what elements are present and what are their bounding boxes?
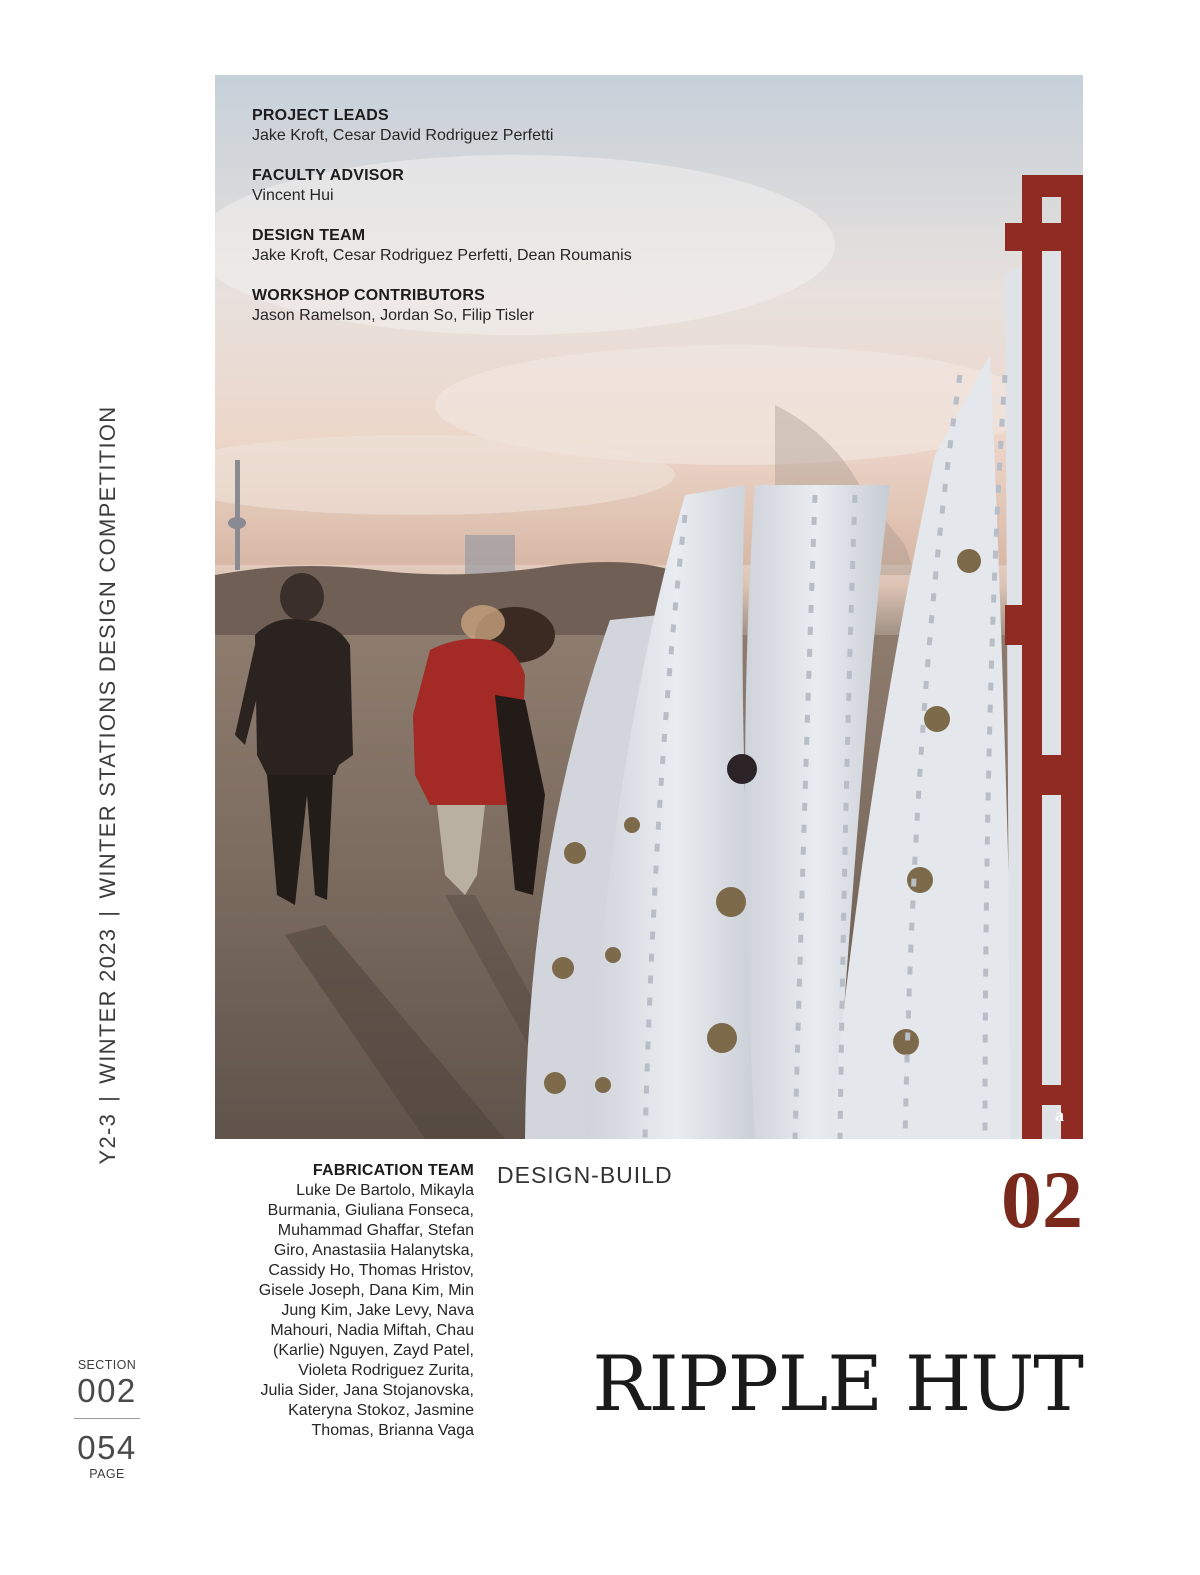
side-running-header <box>95 406 121 1165</box>
photo-label: a <box>1055 1105 1064 1125</box>
page-number: 054 <box>77 1429 137 1466</box>
term: WINTER 2023 <box>95 927 120 1084</box>
separator: | <box>95 1094 120 1102</box>
name-line: Thomas, Brianna Vaga <box>311 1422 474 1439</box>
page-label: PAGE <box>89 1467 125 1481</box>
project-category: DESIGN-BUILD <box>497 1162 673 1188</box>
credit-heading: PROJECT LEADS <box>252 107 389 124</box>
name-line: Kateryna Stokoz, Jasmine <box>288 1402 474 1419</box>
course-code: Y2-3 <box>95 1112 120 1165</box>
competition-name: WINTER STATIONS DESIGN COMPETITION <box>95 405 120 899</box>
section-number: 002 <box>77 1372 137 1409</box>
credit-names: Jake Kroft, Cesar Rodriguez Perfetti, Dean Roumanis <box>252 247 632 264</box>
name-line: Giro, Anastasiia Halanytska, <box>273 1242 474 1259</box>
section-label: SECTION <box>77 1358 137 1372</box>
fabrication-team <box>218 1161 474 1441</box>
project-credits <box>252 106 772 346</box>
name-line: Julia Sider, Jana Stojanovska, <box>260 1382 474 1399</box>
name-line: Violeta Rodriguez Zurita, <box>298 1362 474 1379</box>
name-line: (Karlie) Nguyen, Zayd Patel, <box>273 1342 474 1359</box>
credit-heading: WORKSHOP CONTRIBUTORS <box>252 287 485 304</box>
credit-names: Jason Ramelson, Jordan So, Filip Tisler <box>252 307 534 324</box>
credit-names: Vincent Hui <box>252 187 334 204</box>
name-line: Jung Kim, Jake Levy, Nava <box>281 1302 474 1319</box>
name-line: Mahouri, Nadia Miftah, Chau <box>270 1322 474 1339</box>
credit-heading: FACULTY ADVISOR <box>252 167 405 184</box>
credit-heading: DESIGN TEAM <box>252 227 366 244</box>
section-page-marker <box>62 1358 152 1481</box>
divider <box>74 1418 140 1419</box>
separator: | <box>95 909 120 917</box>
fabrication-names <box>218 1181 474 1441</box>
name-line: Cassidy Ho, Thomas Hristov, <box>268 1262 474 1279</box>
name-line: Burmania, Giuliana Fonseca, <box>267 1202 474 1219</box>
credit-workshop-contributors <box>252 286 772 326</box>
project-title: RIPPLE HUT <box>592 1339 1083 1428</box>
name-line: Luke De Bartolo, Mikayla <box>296 1182 474 1199</box>
credit-faculty-advisor <box>252 166 772 206</box>
name-line: Gisele Joseph, Dana Kim, Min <box>258 1282 474 1299</box>
project-number: 02 <box>1001 1154 1083 1245</box>
name-line: Muhammad Ghaffar, Stefan <box>277 1222 474 1239</box>
credit-project-leads <box>252 106 772 146</box>
credit-design-team <box>252 226 772 266</box>
fabrication-heading: FABRICATION TEAM <box>312 1162 474 1179</box>
credit-names: Jake Kroft, Cesar David Rodriguez Perfetti <box>252 127 554 144</box>
